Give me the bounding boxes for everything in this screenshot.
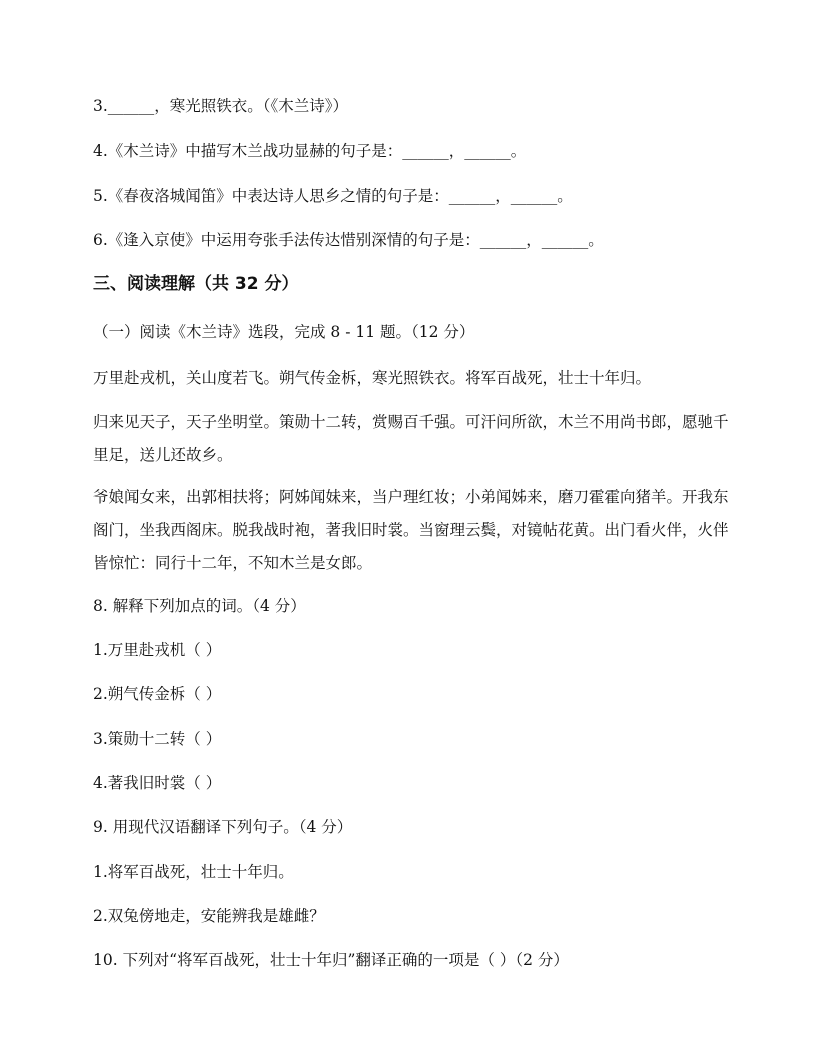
question-8-item-1: 1.万里赴戎机（ ） bbox=[93, 641, 222, 659]
question-6: 6.《逢入京使》中运用夸张手法传达惜别深情的句子是：______，______。 bbox=[93, 231, 604, 249]
question-8-stem: 8. 解释下列加点的词。（4 分） bbox=[93, 597, 306, 615]
question-4: 4.《木兰诗》中描写木兰战功显赫的句子是：______，______。 bbox=[93, 142, 527, 160]
passage-paragraph-3: 爷娘闻女来，出郭相扶将；阿姊闻妹来，当户理红妆；小弟闻姊来，磨刀霍霍向猪羊。开我东阁门，坐我西阁床。脱我战时袍，著我旧时裳。当窗理云鬓，对镜帖花黄。出门看火伴，火伴皆惊忙：同行十二年，不知木兰是女郎。 bbox=[93, 488, 729, 572]
question-5: 5.《春夜洛城闻笛》中表达诗人思乡之情的句子是：______，______。 bbox=[93, 187, 573, 205]
reading-part-1-intro: （一）阅读《木兰诗》选段，完成 8 - 11 题。（12 分） bbox=[93, 323, 475, 341]
section-3-heading: 三、阅读理解（共 32 分） bbox=[93, 274, 299, 294]
question-8-item-2: 2.朔气传金柝（ ） bbox=[93, 685, 222, 703]
question-9-stem: 9. 用现代汉语翻译下列句子。（4 分） bbox=[93, 818, 353, 836]
question-10-stem: 10. 下列对“将军百战死，壮士十年归”翻译正确的一项是（ ）（2 分） bbox=[93, 951, 569, 969]
question-8-item-3: 3.策勋十二转（ ） bbox=[93, 730, 222, 748]
question-3: 3.______，寒光照铁衣。（《木兰诗》） bbox=[93, 97, 349, 115]
passage-paragraph-1: 万里赴戎机，关山度若飞。朔气传金柝，寒光照铁衣。将军百战死，壮士十年归。 bbox=[93, 369, 652, 387]
question-8-item-4: 4.著我旧时裳（ ） bbox=[93, 774, 222, 792]
question-9-item-2: 2.双兔傍地走，安能辨我是雄雌？ bbox=[93, 907, 325, 925]
question-9-item-1: 1.将军百战死，壮士十年归。 bbox=[93, 863, 294, 881]
passage-paragraph-2: 归来见天子，天子坐明堂。策勋十二转，赏赐百千强。可汗问所欲，木兰不用尚书郎，愿驰千里足，送儿还故乡。 bbox=[93, 413, 729, 464]
